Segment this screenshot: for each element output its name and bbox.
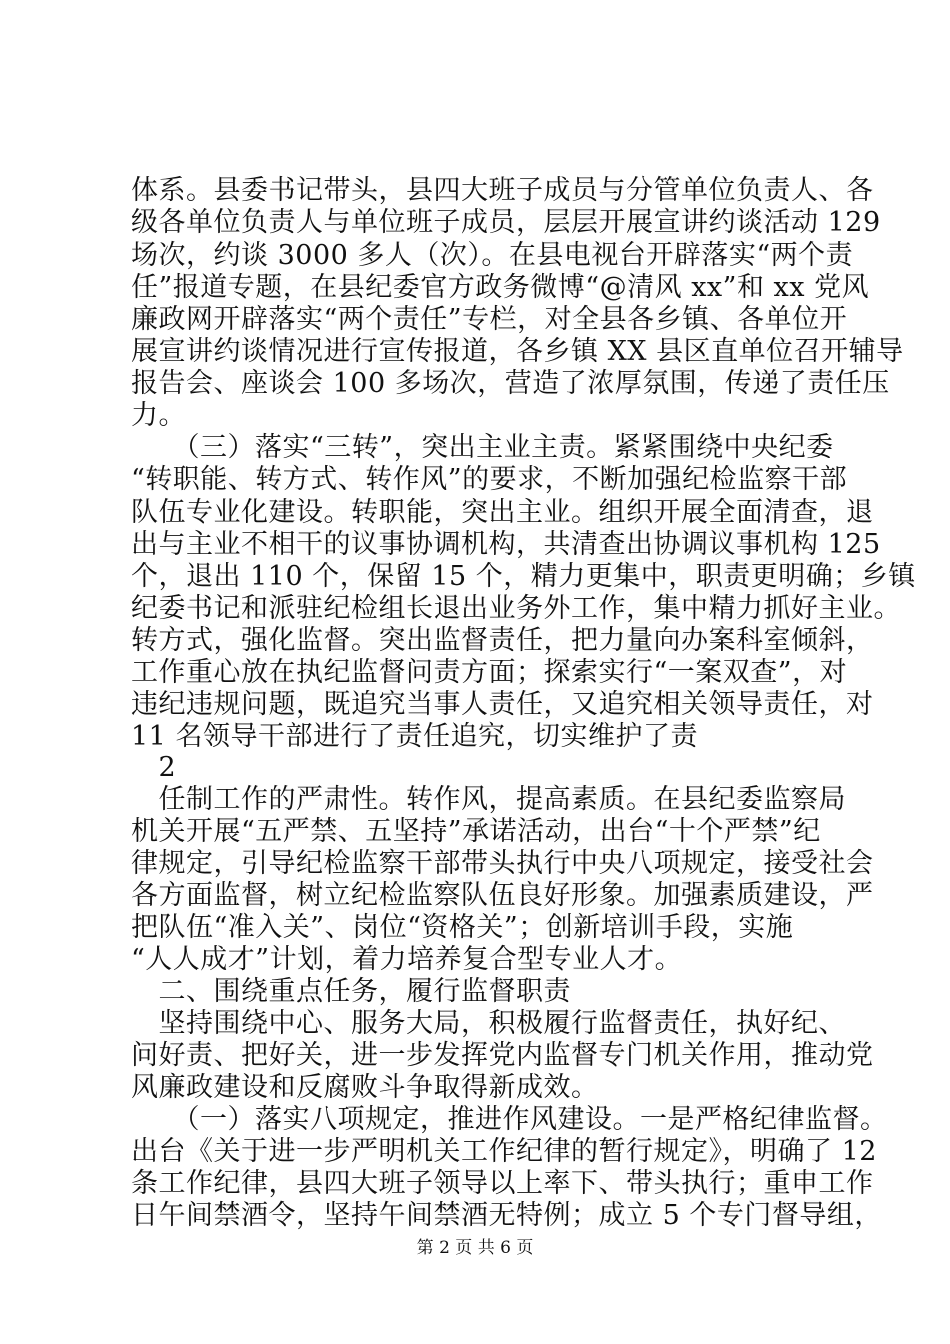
text-line: 条工作纪律，县四大班子领导以上率下、带头执行；重申工作 — [131, 1168, 874, 1199]
text-line: 工作重心放在执纪监督问责方面；探索实行“一案双查”，对 — [131, 657, 848, 688]
text-line: 出台《关于进一步严明机关工作纪律的暂行规定》，明确了 12 — [131, 1136, 877, 1167]
text-line: 任制工作的严肃性。转作风，提高素质。在县纪委监察局 — [131, 784, 846, 815]
text-line: 各方面监督，树立纪检监察队伍良好形象。加强素质建设，严 — [131, 880, 874, 911]
text-line: （三）落实“三转”，突出主业主责。紧紧围绕中央纪委 — [131, 432, 834, 463]
text-line: 展宣讲约谈情况进行宣传报道，各乡镇 XX 县区直单位召开辅导 — [131, 336, 904, 367]
text-line: 任”报道专题，在县纪委官方政务微博“@清风 xx”和 xx 党风 — [131, 272, 870, 303]
text-line: 个，退出 110 个，保留 15 个，精力更集中，职责更明确；乡镇 — [131, 561, 916, 592]
text-line: 队伍专业化建设。转职能，突出主业。组织开展全面清查，退 — [131, 497, 874, 528]
text-line: 日午间禁酒令，坚持午间禁酒无特例；成立 5 个专门督导组， — [131, 1200, 882, 1231]
text-line: 报告会、座谈会 100 多场次，营造了浓厚氛围，传递了责任压 — [131, 368, 890, 399]
text-line: 11 名领导干部进行了责任追究，切实维护了责 — [131, 721, 698, 752]
text-line: 级各单位负责人与单位班子成员，层层开展宣讲约谈活动 129 — [131, 207, 881, 238]
text-line: 体系。县委书记带头，县四大班子成员与分管单位负责人、各 — [131, 175, 874, 206]
text-line: 律规定，引导纪检监察干部带头执行中央八项规定，接受社会 — [131, 848, 874, 879]
text-line: 廉政网开辟落实“两个责任”专栏，对全县各乡镇、各单位开 — [131, 304, 848, 335]
text-line: 机关开展“五严禁、五坚持”承诺活动，出台“十个严禁”纪 — [131, 816, 821, 847]
text-line: 纪委书记和派驻纪检组长退出业务外工作，集中精力抓好主业。 — [131, 593, 901, 624]
text-line: 风廉政建设和反腐败斗争取得新成效。 — [131, 1072, 599, 1103]
text-line: 出与主业不相干的议事协调机构，共清查出协调议事机构 125 — [131, 529, 881, 560]
text-line: 场次，约谈 3000 多人（次）。在县电视台开辟落实“两个责 — [131, 240, 854, 271]
section-heading: 二、围绕重点任务，履行监督职责 — [131, 976, 571, 1007]
text-line: 力。 — [131, 400, 186, 431]
text-line: 坚持围绕中心、服务大局，积极履行监督责任，执好纪、 — [131, 1008, 846, 1039]
text-line: 问好责、把好关，进一步发挥党内监督专门机关作用，推动党 — [131, 1040, 874, 1071]
page-number-marker: 2 — [131, 752, 177, 783]
text-line: 违纪违规问题，既追究当事人责任，又追究相关领导责任，对 — [131, 689, 874, 720]
text-line: （一）落实八项规定，推进作风建设。一是严格纪律监督。 — [131, 1104, 888, 1135]
page-footer: 第 2 页 共 6 页 — [416, 1238, 534, 1258]
text-line: “人人成才”计划，着力培养复合型专业人才。 — [131, 944, 683, 975]
text-line: 转方式，强化监督。突出监督责任，把力量向办案科室倾斜， — [131, 625, 874, 656]
text-line: 把队伍“准入关”、岗位“资格关”；创新培训手段，实施 — [131, 912, 794, 943]
text-line: “转职能、转方式、转作风”的要求，不断加强纪检监察干部 — [131, 464, 848, 495]
